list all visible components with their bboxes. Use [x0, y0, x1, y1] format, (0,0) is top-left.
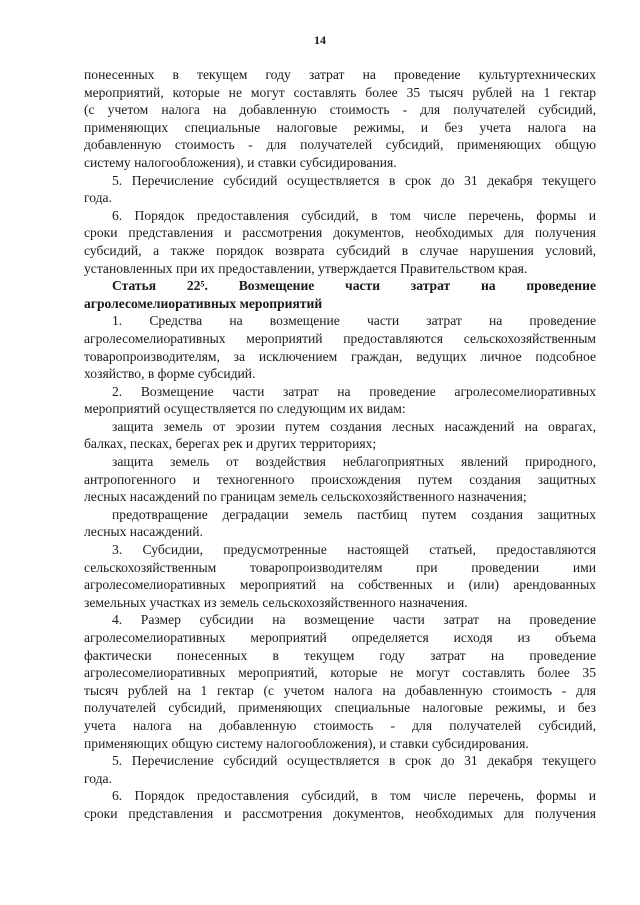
text-line: антропогенного и техногенного происхождения путем создания защитных: [84, 471, 596, 487]
text-line: агролесомелиоративных мероприятий определяется исходя из объема: [84, 630, 596, 645]
text-line: лесных насаждений.: [84, 524, 203, 540]
text-line: защита земель от воздействия неблагоприятных явлений природного,: [112, 454, 596, 470]
text-line: применяющих общую систему налогообложения), и ставки субсидирования.: [84, 735, 529, 751]
text-line: 6. Порядок предоставления субсидий, в том числе перечень, формы и: [112, 788, 596, 804]
article-heading-line: Статья 22⁵. Возмещение части затрат на проведение: [112, 278, 596, 294]
text-line: года.: [84, 770, 112, 786]
text-line: 5. Перечисление субсидий осуществляется в срок до 31 декабря текущего: [112, 172, 596, 188]
text-line: 3. Субсидии, предусмотренные настоящей статьей, предоставляются: [112, 542, 596, 558]
text-line: мероприятий, которые не могут составлять более 35 тысяч рублей на 1 гектар: [84, 84, 596, 100]
text-line: мероприятий осуществляется по следующим их видам:: [84, 401, 406, 417]
text-line: тысяч рублей на 1 гектар (с учетом налога на добавленную стоимость - для: [84, 682, 596, 698]
text-line: сроки представления и рассмотрения документов, необходимых для получения: [84, 225, 596, 241]
text-line: хозяйство, в форме субсидий.: [84, 366, 256, 382]
text-line: земельных участках из земель сельскохозяйственного назначения.: [84, 594, 468, 610]
text-line: предотвращение деградации земель пастбищ путем создания защитных: [112, 506, 596, 522]
text-line: 2. Возмещение части затрат на проведение агролесомелиоративных: [112, 383, 596, 399]
text-line: 4. Размер субсидии на возмещение части затрат на проведение: [112, 612, 596, 628]
text-line: защита земель от эрозии путем создания лесных насаждений на оврагах,: [112, 418, 596, 434]
text-line: получателей субсидий, применяющих специальные налоговые режимы, и без: [84, 700, 596, 716]
page-number: 14: [314, 33, 326, 47]
text-line: агролесомелиоративных мероприятий предоставляются сельскохозяйственным: [84, 330, 596, 346]
text-line: агролесомелиоративных мероприятий, которые не могут составлять более 35: [84, 665, 596, 681]
text-line: учета налога на добавленную стоимость - для получателей субсидий,: [84, 717, 596, 733]
text-line: систему налогообложения), и ставки субсидирования.: [84, 154, 397, 170]
text-line: балках, песках, берегах рек и других территориях;: [84, 436, 377, 452]
text-line: агролесомелиоративных мероприятий на собственных и (или) арендованных: [84, 577, 596, 593]
text-line: товаропроизводителям, за исключением граждан, ведущих личное подсобное: [84, 348, 596, 364]
text-line: 5. Перечисление субсидий осуществляется в срок до 31 декабря текущего: [112, 753, 596, 769]
text-line: применяющих специальные налоговые режимы, и без учета налога на: [84, 119, 596, 135]
text-line: 6. Порядок предоставления субсидий, в том числе перечень, формы и: [112, 207, 596, 223]
text-line: установленных при их предоставлении, утверждается Правительством края.: [84, 260, 528, 276]
document-body: [84, 66, 596, 823]
text-line: сельскохозяйственным товаропроизводителям при проведении ими: [84, 559, 596, 575]
text-line: 1. Средства на возмещение части затрат на проведение: [112, 313, 596, 329]
text-line: (с учетом налога на добавленную стоимость - для получателей субсидий,: [84, 102, 596, 118]
text-line: добавленную стоимость - для получателей субсидий, применяющих общую: [84, 137, 596, 153]
article-heading-line: агролесомелиоративных мероприятий: [84, 295, 323, 311]
text-line: лесных насаждений по границам земель сельскохозяйственного назначения;: [84, 489, 527, 505]
text-line: сроки представления и рассмотрения документов, необходимых для получения: [84, 805, 596, 821]
text-line: фактически понесенных в текущем году затрат на проведение: [84, 647, 596, 663]
text-line: понесенных в текущем году затрат на проведение культуртехнических: [84, 67, 596, 82]
text-line: субсидий, а также порядок возврата субсидий в случае нарушения условий,: [84, 242, 596, 258]
text-line: года.: [84, 190, 112, 206]
